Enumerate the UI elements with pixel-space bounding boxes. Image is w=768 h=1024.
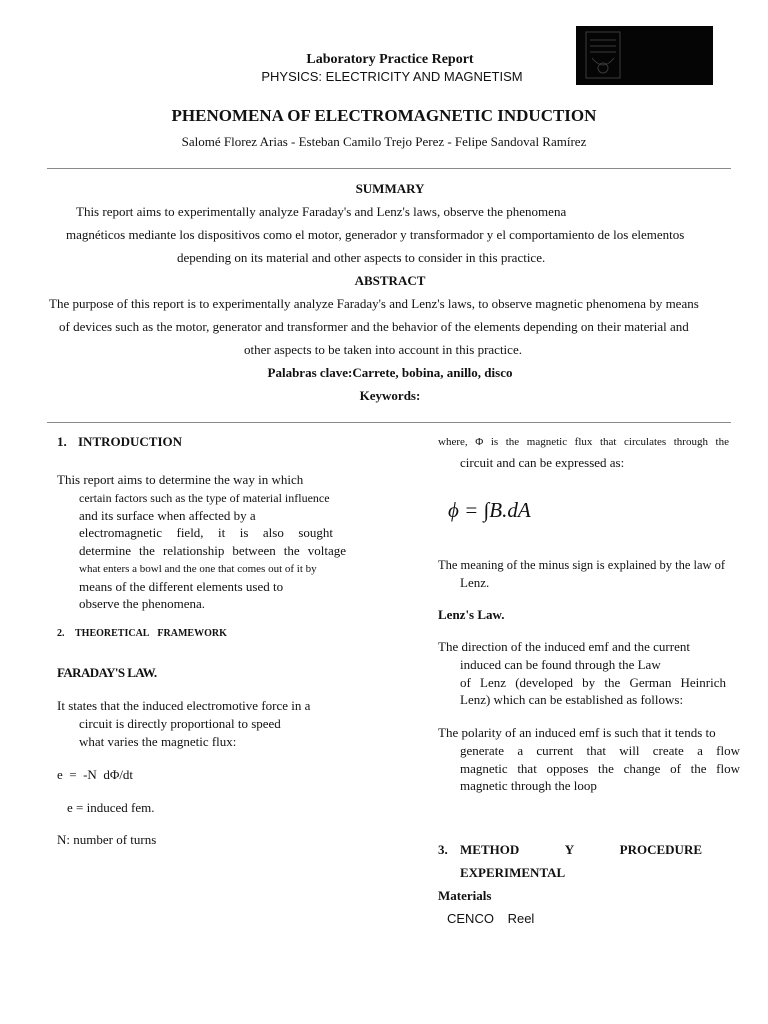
section-title: THEORETICAL FRAMEWORK bbox=[75, 628, 227, 639]
intro-line: observe the phenomena. bbox=[79, 596, 205, 611]
framework-heading bbox=[57, 627, 227, 640]
faraday-equation: e = -N dΦ/dt bbox=[57, 767, 134, 782]
polarity-line: The polarity of an induced emf is such that it tends to bbox=[438, 725, 716, 740]
course-name: PHYSICS: ELECTRICITY AND MAGNETISM bbox=[261, 69, 523, 84]
intro-heading bbox=[57, 434, 182, 450]
materials-heading: Materials bbox=[438, 888, 492, 903]
lenz-line: Lenz) which can be established as follows: bbox=[460, 692, 684, 707]
method-number: 3. bbox=[438, 842, 448, 857]
intro-line: This report aims to determine the way in which bbox=[57, 472, 304, 487]
section-number: 1. bbox=[57, 434, 67, 449]
intro-line: electromagnetic field, it is also sought bbox=[79, 525, 333, 540]
intro-line: means of the different elements used to bbox=[79, 579, 284, 594]
summary-line: This report aims to experimentally analyze Faraday's and Lenz's laws, observe the phenomena bbox=[76, 204, 567, 219]
report-type: Laboratory Practice Report bbox=[306, 52, 474, 67]
faraday-line: circuit is directly proportional to speed bbox=[79, 716, 281, 731]
summary-heading: SUMMARY bbox=[355, 181, 425, 196]
method-heading-cont: EXPERIMENTAL bbox=[460, 865, 566, 880]
summary-line: depending on its material and other aspects to consider in this practice. bbox=[177, 250, 546, 265]
polarity-line: magnetic through the loop bbox=[460, 778, 597, 793]
lenz-line: of Lenz (developed by the German Heinrich bbox=[460, 675, 726, 690]
faraday-line: what varies the magnetic flux: bbox=[79, 734, 237, 749]
intro-line: certain factors such as the type of material influence bbox=[79, 491, 330, 505]
intro-line: and its surface when affected by a bbox=[79, 508, 256, 523]
method-heading: METHOD Y PROCEDURE bbox=[460, 842, 702, 857]
abstract-line: other aspects to be taken into account in this practice. bbox=[244, 342, 522, 357]
section-title: INTRODUCTION bbox=[78, 434, 183, 449]
polarity-line: magnetic that opposes the change of the flow bbox=[460, 761, 740, 776]
where-line: where, Φ is the magnetic flux that circulates through the bbox=[438, 436, 729, 448]
palabras-clave: Palabras clave:Carrete, bobina, anillo, disco bbox=[267, 365, 513, 380]
minus-line: The meaning of the minus sign is explained by the law of bbox=[438, 558, 726, 572]
material-item: Reel bbox=[507, 911, 535, 926]
faraday-line: It states that the induced electromotive force in a bbox=[57, 698, 311, 713]
minus-line: Lenz. bbox=[460, 575, 490, 590]
university-seal-icon bbox=[576, 26, 713, 85]
intro-line: determine the relationship between the voltage bbox=[79, 543, 346, 558]
lenz-line: The direction of the induced emf and the current bbox=[438, 639, 690, 654]
divider-top bbox=[47, 168, 731, 169]
material-item: CENCO bbox=[447, 911, 494, 926]
summary-line: magnéticos mediante los dispositivos como el motor, generador y transformador y el comportamiento de los elementos bbox=[66, 227, 685, 242]
n-definition: N: number of turns bbox=[57, 832, 157, 847]
divider-bottom bbox=[47, 422, 731, 423]
lenz-line: induced can be found through the Law bbox=[460, 657, 661, 672]
flux-equation: ϕ = ∫B.dA bbox=[448, 498, 531, 522]
authors: Salomé Florez Arias - Esteban Camilo Trejo Perez - Felipe Sandoval Ramírez bbox=[181, 134, 587, 149]
lenz-heading: Lenz's Law. bbox=[438, 607, 505, 622]
abstract-line: of devices such as the motor, generator and transformer and the behavior of the elements depending on their material and bbox=[59, 319, 689, 334]
e-definition: e = induced fem. bbox=[67, 800, 155, 815]
materials-list bbox=[447, 911, 534, 927]
section-number: 2. bbox=[57, 628, 65, 639]
intro-line: what enters a bowl and the one that comes out of it by bbox=[79, 563, 317, 575]
paper-title: PHENOMENA OF ELECTROMAGNETIC INDUCTION bbox=[171, 106, 597, 125]
abstract-line: The purpose of this report is to experimentally analyze Faraday's and Lenz's laws, to observe magnetic phenomena by means bbox=[49, 296, 699, 311]
faraday-heading: FARADAY'S LAW. bbox=[57, 665, 157, 680]
polarity-line: generate a current that will create a flow bbox=[460, 743, 740, 758]
where-line: circuit and can be expressed as: bbox=[460, 455, 625, 470]
abstract-heading: ABSTRACT bbox=[354, 273, 426, 288]
keywords: Keywords: bbox=[359, 388, 421, 403]
